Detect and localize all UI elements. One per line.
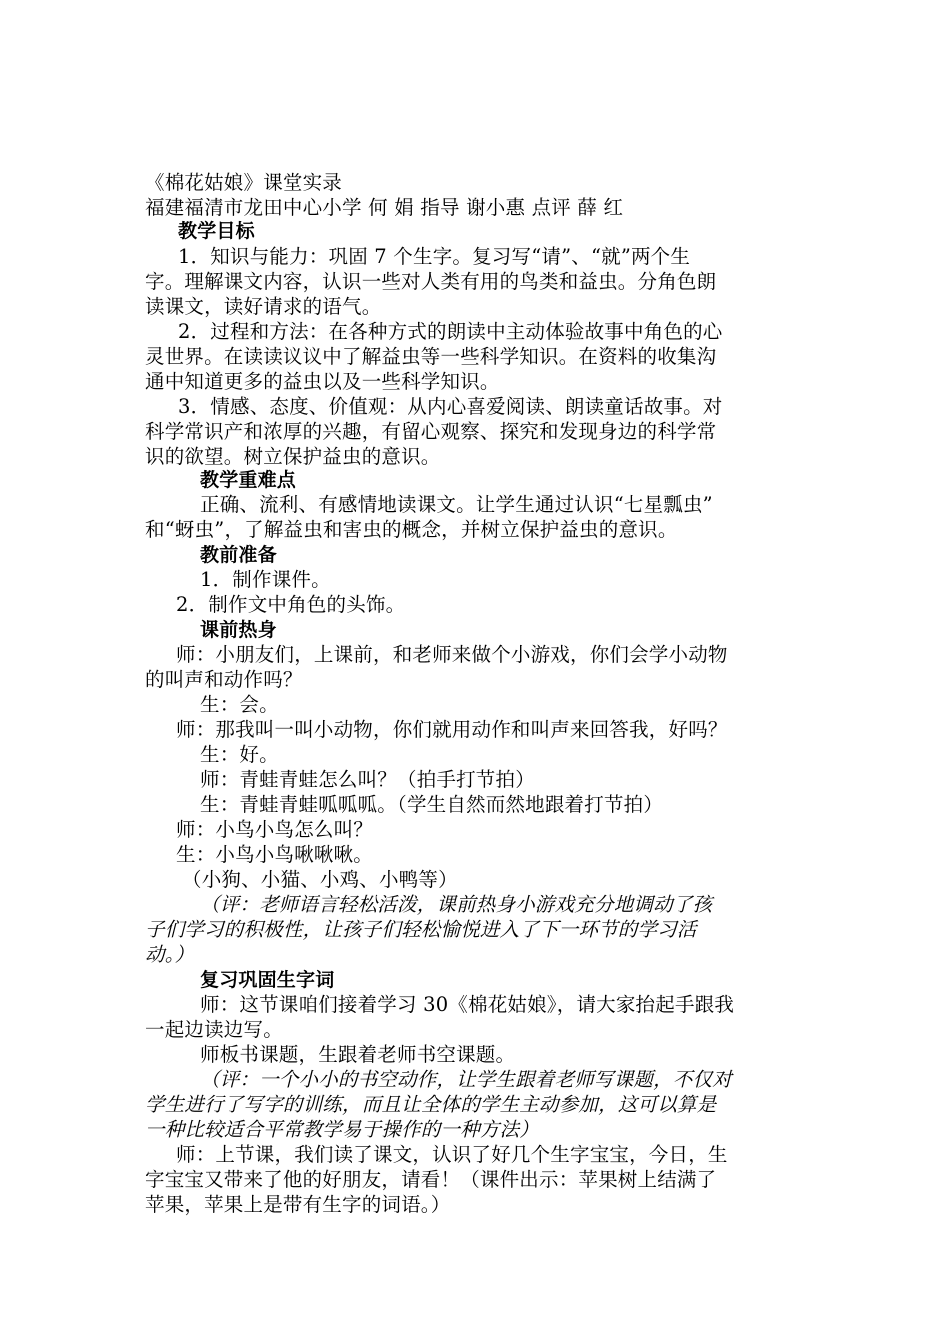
section-heading: 复习巩固生字词 [200,969,335,991]
paragraph-line: 读课文，读好请求的语气。 [145,295,382,318]
paragraph-line: 通中知道更多的益虫以及一些科学知识。 [145,370,500,393]
paragraph-line: 2．制作文中角色的头饰。 [176,593,406,616]
dialogue-line: 苹果，苹果上是带有生字的词语。） [145,1193,451,1216]
document-title: 《棉花姑娘》课堂实录 [145,171,343,194]
section-heading: 教学目标 [178,220,255,242]
dialogue-line: 师：青蛙青蛙怎么叫？（拍手打节拍） [200,768,535,791]
dialogue-line: 师：这节课咱们接着学习 30《棉花姑娘》，请大家抬起手跟我 [200,993,735,1016]
paragraph-line: 1．知识与能力：巩固 7 个生字。复习写“请”、“就”两个生 [178,245,691,268]
dialogue-line: 一起边读边写。 [145,1018,283,1041]
paragraph-line: 科学常识产和浓厚的兴趣，有留心观察、探究和发现身边的科学常 [145,420,717,443]
paragraph-line: 字。理解课文内容，认识一些对人类有用的鸟类和益虫。分角色朗 [145,270,717,293]
paragraph-line: 师板书课题，生跟着老师书空课题。 [200,1043,516,1066]
paragraph-line: 识的欲望。树立保护益虫的意识。 [145,445,441,468]
paragraph-line: 3．情感、态度、价值观：从内心喜爱阅读、朗读童话故事。对 [178,395,723,418]
dialogue-line: 字宝宝又带来了他的好朋友，请看！（课件出示：苹果树上结满了 [145,1168,717,1191]
comment-line: 子们学习的积极性，让孩子们轻松愉悦进入了下一环节的学习活 [145,918,697,941]
comment-line: 学生进行了写字的训练，而且让全体的学生主动参加，这可以算是 [145,1093,717,1116]
dialogue-line: 生：好。 [200,743,279,766]
paragraph-line: 2．过程和方法：在各种方式的朗读中主动体验故事中角色的心 [178,320,723,343]
paragraph-line: 灵世界。在读读议议中了解益虫等一些科学知识。在资料的收集沟 [145,345,717,368]
author-byline: 福建福清市龙田中心小学 何 娟 指导 谢小惠 点评 薛 红 [145,196,624,219]
dialogue-line: 师：那我叫一叫小动物，你们就用动作和叫声来回答我，好吗？ [176,718,728,741]
dialogue-line: 的叫声和动作吗？ [145,668,303,691]
dialogue-line: （小狗、小猫、小鸡、小鸭等） [182,868,458,891]
comment-line: （评：一个小小的书空动作，让学生跟着老师写课题，不仅对 [200,1068,732,1091]
dialogue-line: 生：会。 [200,693,279,716]
comment-line: （评：老师语言轻松活泼，课前热身小游戏充分地调动了孩 [200,893,713,916]
dialogue-line: 生：小鸟小鸟啾啾啾。 [176,843,374,866]
section-heading: 教前准备 [200,544,277,566]
paragraph-line: 和“蚜虫”，了解益虫和害虫的概念，并树立保护益虫的意识。 [145,518,678,541]
paragraph-line: 1．制作课件。 [200,568,331,591]
dialogue-line: 师：小鸟小鸟怎么叫？ [176,818,374,841]
section-heading: 课前热身 [200,619,277,641]
dialogue-line: 师：小朋友们，上课前，和老师来做个小游戏，你们会学小动物 [176,643,728,666]
section-heading: 教学重难点 [200,469,297,491]
comment-line: 动。） [145,943,195,966]
dialogue-line: 师：上节课，我们读了课文，认识了好几个生字宝宝，今日，生 [176,1143,728,1166]
dialogue-line: 生：青蛙青蛙呱呱呱。（学生自然而然地跟着打节拍） [200,793,664,816]
paragraph-line: 正确、流利、有感情地读课文。让学生通过认识“七星瓢虫” [200,493,713,516]
comment-line: 一种比较适合平常教学易于操作的一种方法） [145,1118,540,1141]
